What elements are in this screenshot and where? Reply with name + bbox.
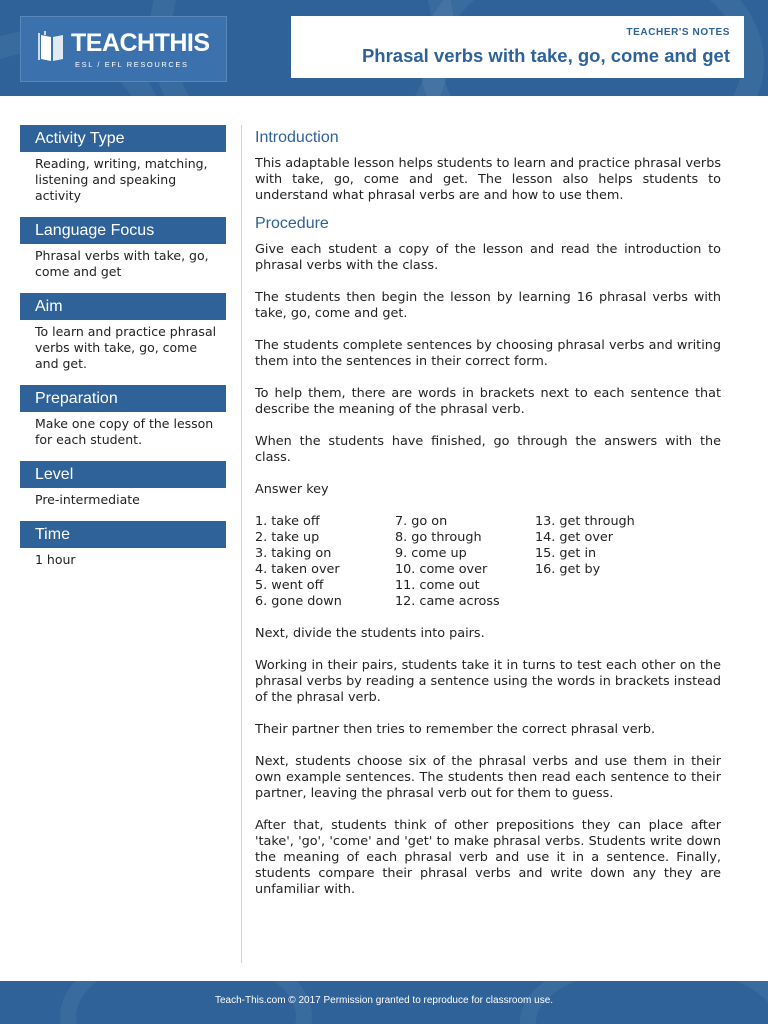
procedure-paragraph: The students complete sentences by choosing phrasal verbs and writing them into the sentences in their correct form. — [255, 338, 721, 369]
column-divider — [241, 125, 242, 963]
sidebar-section-activity-type — [20, 125, 226, 204]
answer-key-label: Answer key — [255, 482, 329, 497]
answer-item: 13. get through — [535, 514, 635, 529]
sidebar-section-language-focus — [20, 217, 226, 280]
brand-name: TEACHTHIS — [71, 29, 210, 57]
sidebar-text: Reading, writing, matching, listening and speaking activity — [35, 156, 208, 203]
answer-key — [255, 514, 721, 610]
answer-item: 12. came across — [395, 594, 500, 609]
sidebar-heading: Aim — [20, 293, 226, 320]
title-box — [291, 16, 744, 78]
answer-item: 15. get in — [535, 546, 597, 561]
page-title: Phrasal verbs with take, go, come and get — [361, 45, 730, 66]
sidebar-section-time — [20, 521, 226, 568]
answer-item: 9. come up — [395, 546, 467, 561]
sidebar-text: Phrasal verbs with take, go, come and get — [35, 248, 209, 279]
sidebar-text: Pre-intermediate — [35, 492, 140, 507]
procedure-paragraph: Next, divide the students into pairs. — [255, 626, 485, 641]
answer-item: 16. get by — [535, 562, 601, 577]
answer-column — [395, 514, 535, 610]
procedure-heading: Procedure — [255, 215, 329, 232]
page-header — [0, 0, 768, 96]
procedure-paragraph: Next, students choose six of the phrasal verbs and use them in their own example sentences. The students then read each sentence to their partner, leaving the phrasal verb out for them to guess. — [255, 754, 721, 801]
page-footer — [0, 981, 768, 1024]
answer-item: 1. take off — [255, 514, 320, 529]
procedure-paragraph: Their partner then tries to remember the correct phrasal verb. — [255, 722, 656, 737]
sidebar-heading: Time — [20, 521, 226, 548]
info-sidebar — [20, 125, 226, 581]
procedure-paragraph: After that, students think of other prepositions they can place after 'take', 'go', 'come' and 'get' to make phrasal verbs. Students write down the meaning of each phrasal verb and use it in a sentence. Finally, students compare their phrasal verbs and write down any they are unfamiliar with. — [255, 818, 721, 897]
teachers-notes-label: TEACHER'S NOTES — [626, 27, 730, 38]
sidebar-text: To learn and practice phrasal verbs with take, go, come and get. — [35, 324, 217, 371]
book-icon — [37, 29, 67, 63]
sidebar-section-level — [20, 461, 226, 508]
sidebar-text: Make one copy of the lesson for each student. — [35, 416, 214, 447]
sidebar-heading: Preparation — [20, 385, 226, 412]
copyright-notice: Teach-This.com © 2017 Permission granted to reproduce for classroom use. — [214, 995, 554, 1006]
answer-item: 2. take up — [255, 530, 320, 545]
procedure-paragraph: Give each student a copy of the lesson and read the introduction to phrasal verbs with the class. — [255, 242, 721, 273]
sidebar-heading: Level — [20, 461, 226, 488]
sidebar-text: 1 hour — [35, 552, 76, 567]
procedure-paragraph: Working in their pairs, students take it in turns to test each other on the phrasal verbs by reading a sentence using the words in brackets instead of the phrasal verb. — [255, 658, 721, 705]
answer-item: 14. get over — [535, 530, 614, 545]
answer-item: 8. go through — [395, 530, 482, 545]
sidebar-heading: Activity Type — [20, 125, 226, 152]
answer-item: 7. go on — [395, 514, 448, 529]
procedure-paragraph: The students then begin the lesson by learning 16 phrasal verbs with take, go, come and get. — [255, 290, 721, 321]
teachthis-logo[interactable] — [20, 16, 227, 82]
procedure-paragraph: When the students have finished, go through the answers with the class. — [255, 434, 721, 465]
procedure-paragraph: To help them, there are words in brackets next to each sentence that describe the meaning of the phrasal verb. — [255, 386, 721, 417]
answer-item: 10. come over — [395, 562, 488, 577]
answer-item: 4. taken over — [255, 562, 340, 577]
answer-column — [255, 514, 395, 610]
answer-column — [535, 514, 675, 610]
answer-item: 5. went off — [255, 578, 324, 593]
introduction-heading: Introduction — [255, 129, 339, 146]
answer-item: 3. taking on — [255, 546, 332, 561]
main-content — [255, 128, 721, 914]
sidebar-section-preparation — [20, 385, 226, 448]
answer-item: 6. gone down — [255, 594, 342, 609]
sidebar-heading: Language Focus — [20, 217, 226, 244]
sidebar-section-aim — [20, 293, 226, 372]
answer-item: 11. come out — [395, 578, 480, 593]
introduction-text: This adaptable lesson helps students to learn and practice phrasal verbs with take, go, come and get. The lesson also helps students to understand what phrasal verbs are and how to use them. — [255, 156, 721, 203]
brand-tagline: ESL / EFL RESOURCES — [75, 60, 189, 69]
